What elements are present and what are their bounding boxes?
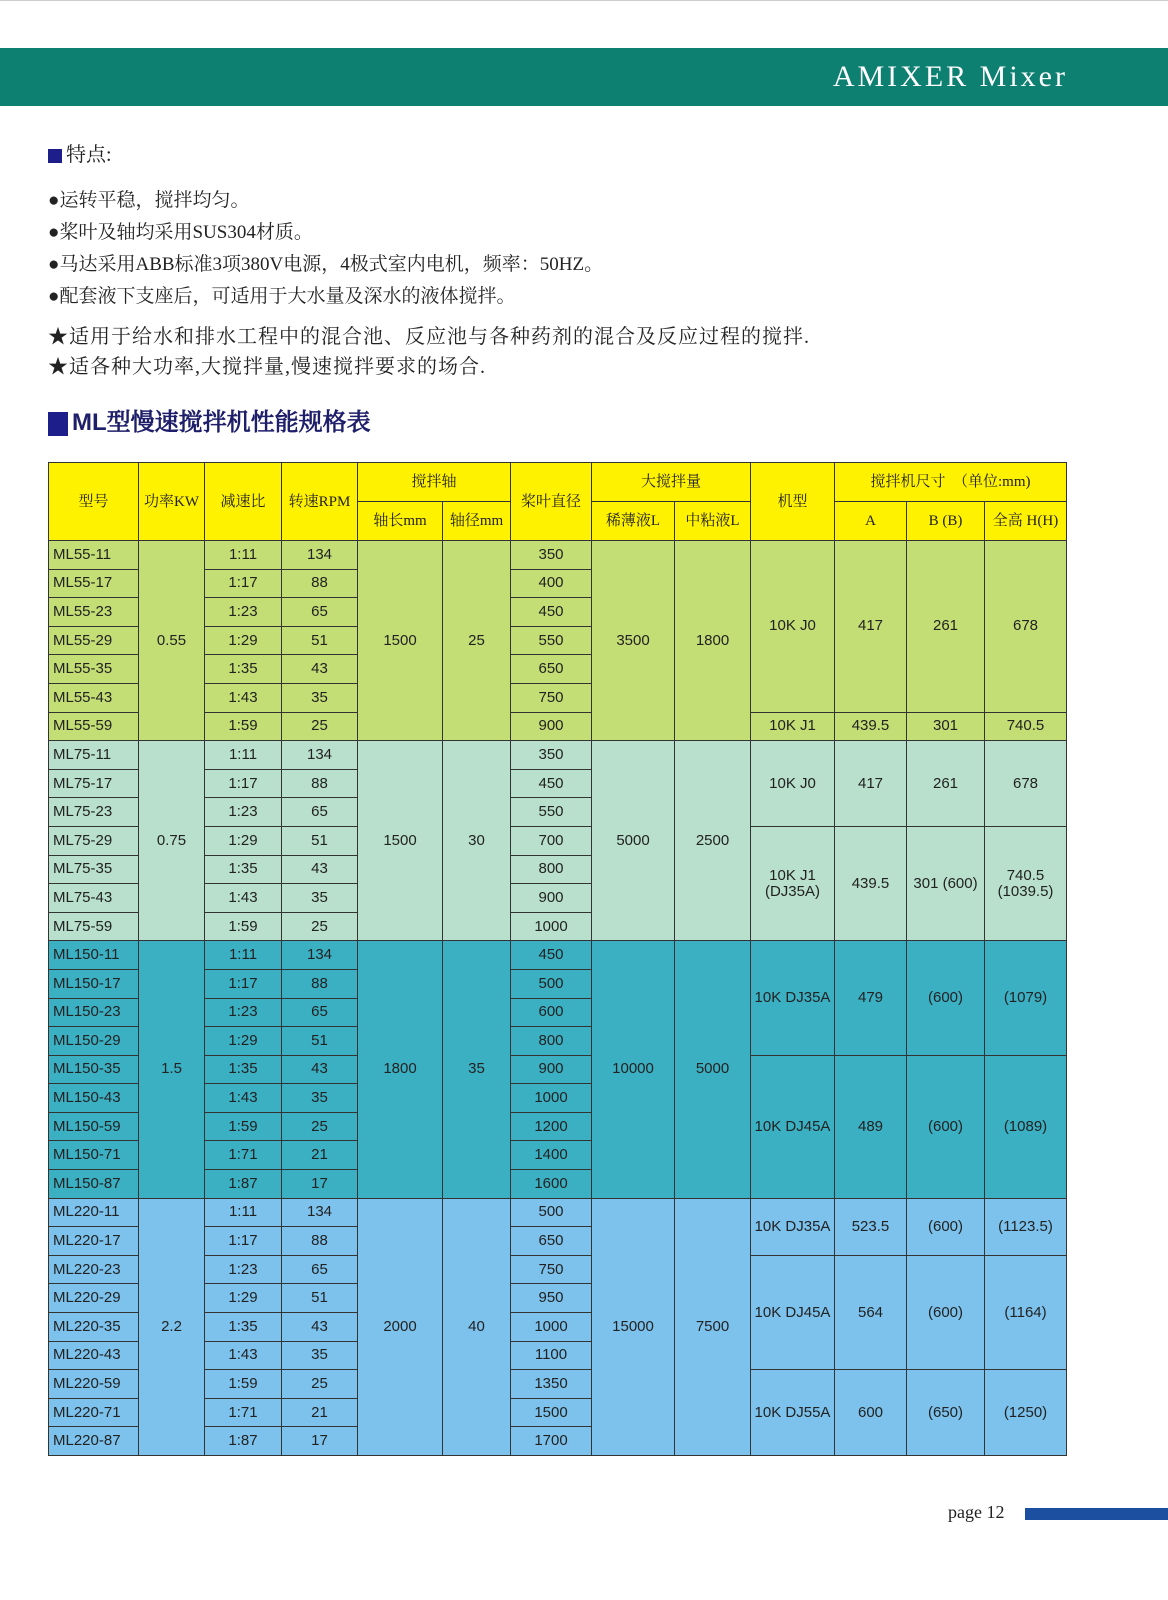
blade-diameter-cell: 1200 — [511, 1112, 592, 1141]
blade-diameter-cell: 450 — [511, 941, 592, 970]
blade-diameter-cell: 900 — [511, 712, 592, 741]
header-h: 全高 H(H) — [985, 502, 1067, 541]
model-cell: ML75-11 — [49, 741, 139, 770]
feature-text: 运转平稳，搅拌均匀。 — [59, 190, 250, 211]
table-title — [48, 402, 371, 437]
header-shaft-length: 轴长mm — [358, 502, 443, 541]
ratio-cell: 1:71 — [205, 1141, 282, 1170]
rpm-cell: 51 — [282, 1284, 358, 1313]
machine-type-cell: 10K J0 — [751, 541, 835, 713]
thin-liquid-cell: 15000 — [592, 1198, 675, 1455]
size-a-cell: 417 — [835, 541, 907, 713]
rpm-cell: 25 — [282, 1112, 358, 1141]
shaft-length-cell: 1500 — [358, 541, 443, 741]
model-cell: ML55-29 — [49, 626, 139, 655]
ratio-cell: 1:23 — [205, 1255, 282, 1284]
power-cell: 2.2 — [139, 1198, 205, 1455]
machine-type-cell: 10K J0 — [751, 741, 835, 827]
size-h-cell: 740.5 — [985, 712, 1067, 741]
thin-liquid-cell: 10000 — [592, 941, 675, 1198]
model-cell: ML55-43 — [49, 683, 139, 712]
table-title-text: ML型慢速搅拌机性能规格表 — [72, 409, 371, 436]
spec-table-body — [49, 541, 1067, 1456]
size-h-cell: 678 — [985, 541, 1067, 713]
ratio-cell: 1:23 — [205, 598, 282, 627]
blade-diameter-cell: 1350 — [511, 1370, 592, 1399]
shaft-length-cell: 2000 — [358, 1198, 443, 1455]
rpm-cell: 43 — [282, 1313, 358, 1342]
size-a-cell: 417 — [835, 741, 907, 827]
rpm-cell: 134 — [282, 541, 358, 570]
size-b-cell: (600) — [907, 1055, 985, 1198]
rpm-cell: 88 — [282, 769, 358, 798]
ratio-cell: 1:11 — [205, 941, 282, 970]
blade-diameter-cell: 650 — [511, 655, 592, 684]
ratio-cell: 1:59 — [205, 1370, 282, 1399]
ratio-cell: 1:43 — [205, 1084, 282, 1113]
size-b-cell: (650) — [907, 1370, 985, 1456]
table-row — [49, 541, 1067, 570]
rpm-cell: 21 — [282, 1398, 358, 1427]
header-capacity: 大搅拌量 — [592, 463, 751, 502]
medium-liquid-cell: 7500 — [675, 1198, 751, 1455]
features-list — [48, 185, 603, 313]
blade-diameter-cell: 550 — [511, 626, 592, 655]
rpm-cell: 21 — [282, 1141, 358, 1170]
ratio-cell: 1:87 — [205, 1427, 282, 1456]
rpm-cell: 134 — [282, 741, 358, 770]
size-b-cell: 261 — [907, 541, 985, 713]
blade-diameter-cell: 900 — [511, 1055, 592, 1084]
square-bullet-icon — [48, 149, 62, 163]
rpm-cell: 65 — [282, 998, 358, 1027]
blade-diameter-cell: 500 — [511, 969, 592, 998]
shaft-diameter-cell: 35 — [443, 941, 511, 1198]
model-cell: ML220-43 — [49, 1341, 139, 1370]
blade-diameter-cell: 900 — [511, 884, 592, 913]
rpm-cell: 65 — [282, 598, 358, 627]
feature-text: 配套液下支座后，可适用于大水量及深水的液体搅拌。 — [59, 286, 516, 307]
size-h-cell: (1079) — [985, 941, 1067, 1055]
blade-diameter-cell: 1700 — [511, 1427, 592, 1456]
rpm-cell: 25 — [282, 912, 358, 941]
top-border — [0, 0, 1168, 1]
medium-liquid-cell: 2500 — [675, 741, 751, 941]
rpm-cell: 134 — [282, 941, 358, 970]
ratio-cell: 1:11 — [205, 1198, 282, 1227]
blade-diameter-cell: 950 — [511, 1284, 592, 1313]
model-cell: ML150-71 — [49, 1141, 139, 1170]
ratio-cell: 1:71 — [205, 1398, 282, 1427]
model-cell: ML55-59 — [49, 712, 139, 741]
ratio-cell: 1:29 — [205, 1284, 282, 1313]
applications-list — [48, 322, 810, 382]
table-row — [49, 1198, 1067, 1227]
ratio-cell: 1:35 — [205, 1055, 282, 1084]
blade-diameter-cell: 550 — [511, 798, 592, 827]
rpm-cell: 25 — [282, 1370, 358, 1399]
rpm-cell: 35 — [282, 1084, 358, 1113]
model-cell: ML75-35 — [49, 855, 139, 884]
rpm-cell: 65 — [282, 1255, 358, 1284]
ratio-cell: 1:59 — [205, 912, 282, 941]
header-thin: 稀薄液L — [592, 502, 675, 541]
feature-item: ●桨叶及轴均采用SUS304材质。 — [48, 222, 313, 243]
size-h-cell: 740.5 (1039.5) — [985, 826, 1067, 940]
blade-diameter-cell: 1400 — [511, 1141, 592, 1170]
size-b-cell: 261 — [907, 741, 985, 827]
model-cell: ML75-23 — [49, 798, 139, 827]
model-cell: ML150-29 — [49, 1027, 139, 1056]
ratio-cell: 1:17 — [205, 569, 282, 598]
rpm-cell: 25 — [282, 712, 358, 741]
ratio-cell: 1:17 — [205, 1227, 282, 1256]
model-cell: ML220-87 — [49, 1427, 139, 1456]
rpm-cell: 51 — [282, 1027, 358, 1056]
ratio-cell: 1:43 — [205, 683, 282, 712]
header-rpm: 转速RPM — [282, 463, 358, 541]
model-cell: ML55-35 — [49, 655, 139, 684]
ratio-cell: 1:35 — [205, 855, 282, 884]
header-machine: 机型 — [751, 463, 835, 541]
application-item: ★适各种大功率,大搅拌量,慢速搅拌要求的场合. — [48, 356, 486, 378]
model-cell: ML150-87 — [49, 1170, 139, 1199]
machine-type-cell: 10K DJ55A — [751, 1370, 835, 1456]
blade-diameter-cell: 1000 — [511, 912, 592, 941]
size-a-cell: 439.5 — [835, 712, 907, 741]
size-a-cell: 479 — [835, 941, 907, 1055]
feature-text: 马达采用ABB标准3项380V电源，4极式室内电机，频率：50HZ。 — [59, 254, 604, 275]
header-power: 功率KW — [139, 463, 205, 541]
blade-diameter-cell: 1600 — [511, 1170, 592, 1199]
header-shaft: 搅拌轴 — [358, 463, 511, 502]
header-shaft-diameter: 轴径mm — [443, 502, 511, 541]
size-a-cell: 439.5 — [835, 826, 907, 940]
size-b-cell: (600) — [907, 941, 985, 1055]
model-cell: ML150-35 — [49, 1055, 139, 1084]
header-blade: 桨叶直径 — [511, 463, 592, 541]
header-title: AMIXER Mixer — [832, 60, 1068, 93]
blade-diameter-cell: 500 — [511, 1198, 592, 1227]
machine-type-cell: 10K J1 — [751, 712, 835, 741]
size-h-cell: (1123.5) — [985, 1198, 1067, 1255]
medium-liquid-cell: 5000 — [675, 941, 751, 1198]
model-cell: ML220-71 — [49, 1398, 139, 1427]
blade-diameter-cell: 700 — [511, 826, 592, 855]
rpm-cell: 88 — [282, 969, 358, 998]
ratio-cell: 1:35 — [205, 1313, 282, 1342]
blade-diameter-cell: 750 — [511, 1255, 592, 1284]
ratio-cell: 1:43 — [205, 1341, 282, 1370]
application-text: 适各种大功率,大搅拌量,慢速搅拌要求的场合. — [69, 356, 486, 378]
model-cell: ML75-43 — [49, 884, 139, 913]
machine-type-cell: 10K DJ35A — [751, 1198, 835, 1255]
square-bullet-icon — [48, 412, 68, 436]
footer-bar — [1025, 1508, 1168, 1520]
table-row — [49, 741, 1067, 770]
feature-item: ●运转平稳，搅拌均匀。 — [48, 190, 250, 211]
model-cell: ML150-11 — [49, 941, 139, 970]
size-h-cell: (1089) — [985, 1055, 1067, 1198]
ratio-cell: 1:17 — [205, 969, 282, 998]
model-cell: ML55-17 — [49, 569, 139, 598]
size-b-cell: 301 (600) — [907, 826, 985, 940]
header-ratio: 减速比 — [205, 463, 282, 541]
ratio-cell: 1:59 — [205, 1112, 282, 1141]
model-cell: ML220-59 — [49, 1370, 139, 1399]
size-a-cell: 600 — [835, 1370, 907, 1456]
rpm-cell: 35 — [282, 1341, 358, 1370]
rpm-cell: 43 — [282, 855, 358, 884]
blade-diameter-cell: 1000 — [511, 1313, 592, 1342]
model-cell: ML220-11 — [49, 1198, 139, 1227]
ratio-cell: 1:17 — [205, 769, 282, 798]
blade-diameter-cell: 350 — [511, 541, 592, 570]
feature-item: ●配套液下支座后，可适用于大水量及深水的液体搅拌。 — [48, 286, 516, 307]
rpm-cell: 17 — [282, 1427, 358, 1456]
header-model: 型号 — [49, 463, 139, 541]
size-h-cell: 678 — [985, 741, 1067, 827]
model-cell: ML55-11 — [49, 541, 139, 570]
ratio-cell: 1:23 — [205, 998, 282, 1027]
table-row — [49, 941, 1067, 970]
power-cell: 0.55 — [139, 541, 205, 741]
blade-diameter-cell: 600 — [511, 998, 592, 1027]
application-text: 适用于给水和排水工程中的混合池、反应池与各种药剂的混合及反应过程的搅拌. — [69, 326, 810, 348]
header-size: 搅拌机尺寸 （单位:mm) — [835, 463, 1067, 502]
shaft-diameter-cell: 30 — [443, 741, 511, 941]
thin-liquid-cell: 3500 — [592, 541, 675, 741]
model-cell: ML220-23 — [49, 1255, 139, 1284]
rpm-cell: 43 — [282, 655, 358, 684]
blade-diameter-cell: 650 — [511, 1227, 592, 1256]
model-cell: ML220-35 — [49, 1313, 139, 1342]
power-cell: 0.75 — [139, 741, 205, 941]
blade-diameter-cell: 350 — [511, 741, 592, 770]
size-b-cell: (600) — [907, 1198, 985, 1255]
model-cell: ML75-29 — [49, 826, 139, 855]
thin-liquid-cell: 5000 — [592, 741, 675, 941]
header-b: B (B) — [907, 502, 985, 541]
size-a-cell: 564 — [835, 1255, 907, 1369]
features-heading — [48, 138, 112, 167]
blade-diameter-cell: 800 — [511, 855, 592, 884]
size-a-cell: 523.5 — [835, 1198, 907, 1255]
feature-item: ●马达采用ABB标准3项380V电源，4极式室内电机，频率：50HZ。 — [48, 254, 604, 275]
header-medium: 中粘液L — [675, 502, 751, 541]
ratio-cell: 1:35 — [205, 655, 282, 684]
rpm-cell: 43 — [282, 1055, 358, 1084]
ratio-cell: 1:29 — [205, 626, 282, 655]
model-cell: ML75-59 — [49, 912, 139, 941]
ratio-cell: 1:11 — [205, 541, 282, 570]
blade-diameter-cell: 1100 — [511, 1341, 592, 1370]
model-cell: ML150-23 — [49, 998, 139, 1027]
machine-type-cell: 10K DJ45A — [751, 1255, 835, 1369]
size-a-cell: 489 — [835, 1055, 907, 1198]
rpm-cell: 17 — [282, 1170, 358, 1199]
page-number: page 12 — [948, 1502, 1005, 1522]
blade-diameter-cell: 750 — [511, 683, 592, 712]
spec-table — [48, 462, 1067, 1456]
feature-text: 桨叶及轴均采用SUS304材质。 — [59, 222, 313, 243]
blade-diameter-cell: 450 — [511, 769, 592, 798]
rpm-cell: 88 — [282, 1227, 358, 1256]
ratio-cell: 1:11 — [205, 741, 282, 770]
shaft-diameter-cell: 40 — [443, 1198, 511, 1455]
ratio-cell: 1:87 — [205, 1170, 282, 1199]
rpm-cell: 88 — [282, 569, 358, 598]
ratio-cell: 1:43 — [205, 884, 282, 913]
rpm-cell: 51 — [282, 626, 358, 655]
rpm-cell: 51 — [282, 826, 358, 855]
blade-diameter-cell: 1000 — [511, 1084, 592, 1113]
ratio-cell: 1:29 — [205, 1027, 282, 1056]
ratio-cell: 1:59 — [205, 712, 282, 741]
application-item: ★适用于给水和排水工程中的混合池、反应池与各种药剂的混合及反应过程的搅拌. — [48, 326, 810, 348]
rpm-cell: 65 — [282, 798, 358, 827]
ratio-cell: 1:29 — [205, 826, 282, 855]
model-cell: ML220-17 — [49, 1227, 139, 1256]
features-heading-text: 特点: — [66, 144, 112, 166]
model-cell: ML150-43 — [49, 1084, 139, 1113]
power-cell: 1.5 — [139, 941, 205, 1198]
ratio-cell: 1:23 — [205, 798, 282, 827]
model-cell: ML150-17 — [49, 969, 139, 998]
model-cell: ML75-17 — [49, 769, 139, 798]
machine-type-cell: 10K DJ45A — [751, 1055, 835, 1198]
model-cell: ML220-29 — [49, 1284, 139, 1313]
medium-liquid-cell: 1800 — [675, 541, 751, 741]
shaft-length-cell: 1500 — [358, 741, 443, 941]
size-h-cell: (1250) — [985, 1370, 1067, 1456]
size-h-cell: (1164) — [985, 1255, 1067, 1369]
blade-diameter-cell: 400 — [511, 569, 592, 598]
blade-diameter-cell: 800 — [511, 1027, 592, 1056]
rpm-cell: 35 — [282, 683, 358, 712]
header-banner — [0, 48, 1168, 106]
shaft-diameter-cell: 25 — [443, 541, 511, 741]
header-a: A — [835, 502, 907, 541]
blade-diameter-cell: 450 — [511, 598, 592, 627]
model-cell: ML55-23 — [49, 598, 139, 627]
blade-diameter-cell: 1500 — [511, 1398, 592, 1427]
shaft-length-cell: 1800 — [358, 941, 443, 1198]
rpm-cell: 134 — [282, 1198, 358, 1227]
size-b-cell: 301 — [907, 712, 985, 741]
machine-type-cell: 10K J1 (DJ35A) — [751, 826, 835, 940]
size-b-cell: (600) — [907, 1255, 985, 1369]
model-cell: ML150-59 — [49, 1112, 139, 1141]
machine-type-cell: 10K DJ35A — [751, 941, 835, 1055]
rpm-cell: 35 — [282, 884, 358, 913]
